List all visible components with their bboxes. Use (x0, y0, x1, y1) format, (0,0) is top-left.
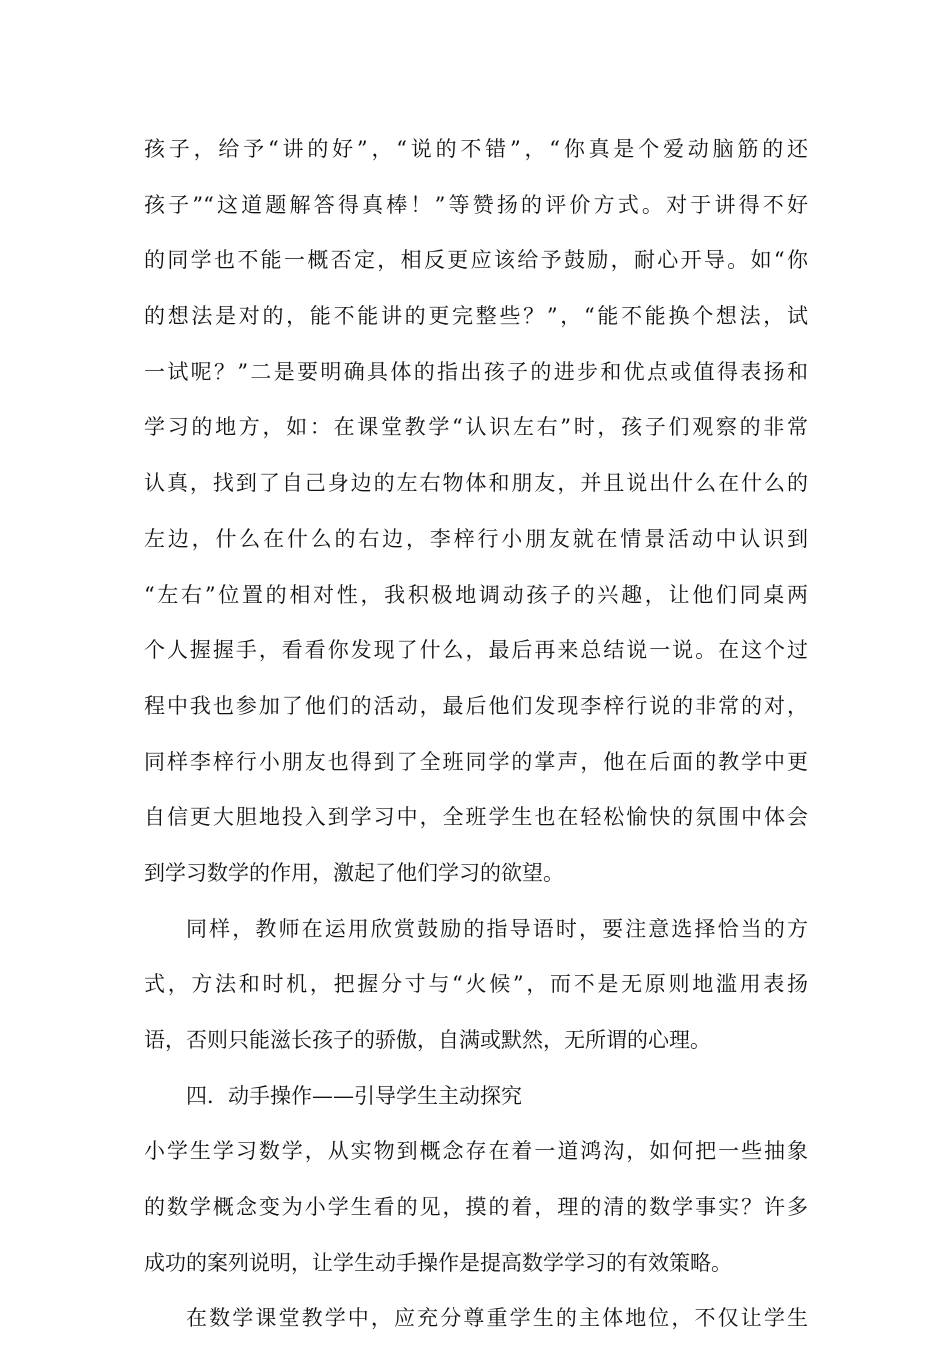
text-line: “左右”位置的相对性，我积极地调动孩子的兴趣，让他们同桌两 (144, 582, 808, 607)
text-line: 语，否则只能滋长孩子的骄傲，自满或默然，无所谓的心理。 (144, 1028, 711, 1052)
text-line: 个人握握手，看看你发现了什么，最后再来总结说一说。在这个过 (144, 638, 808, 663)
text-line: 到学习数学的作用，激起了他们学习的欲望。 (144, 860, 564, 885)
body-text (144, 130, 808, 1355)
text-line: 左边，什么在什么的右边，李梓行小朋友就在情景活动中认识到 (144, 526, 808, 551)
text-line: 一试呢？”二是要明确具体的指出孩子的进步和优点或值得表扬和 (144, 359, 808, 384)
text-line: 的同学也不能一概否定，相反更应该给予鼓励，耐心开导。如“你 (144, 248, 808, 273)
text-line: 的想法是对的，能不能讲的更完整些？”，“能不能换个想法，试 (144, 304, 808, 329)
text-line: 式，方法和时机，把握分寸与“火候”，而不是无原则地滥用表扬 (144, 972, 808, 997)
text-line: 学习的地方，如：在课堂教学“认识左右”时，孩子们观察的非常 (144, 415, 808, 440)
text-line: 成功的案列说明，让学生动手操作是提高数学学习的有效策略。 (144, 1250, 732, 1275)
text-line: 自信更大胆地投入到学习中，全班学生也在轻松愉快的氛围中体会 (144, 805, 808, 830)
text-line: 孩子，给予“讲的好”，“说的不错”，“你真是个爱动脑筋的还 (144, 137, 808, 161)
text-line: 孩子”“这道题解答得真棒！”等赞扬的评价方式。对于讲得不好 (144, 192, 808, 217)
section-heading: 四．动手操作——引导学生主动探究 (186, 1083, 522, 1108)
text-line: 程中我也参加了他们的活动，最后他们发现李梓行说的非常的对， (144, 693, 808, 718)
text-line: 认真，找到了自己身边的左右物体和朋友，并且说出什么在什么的 (144, 471, 808, 496)
text-line: 同样，教师在运用欣赏鼓励的指导语时，要注意选择恰当的方 (186, 916, 808, 941)
text-line: 小学生学习数学，从实物到概念存在着一道鸿沟，如何把一些抽象 (144, 1139, 808, 1164)
text-line: 在数学课堂教学中，应充分尊重学生的主体地位，不仅让学生 (186, 1306, 808, 1331)
text-line: 同样李梓行小朋友也得到了全班同学的掌声，他在后面的教学中更 (144, 749, 808, 774)
text-line: 的数学概念变为小学生看的见，摸的着，理的清的数学事实？许多 (144, 1195, 808, 1220)
